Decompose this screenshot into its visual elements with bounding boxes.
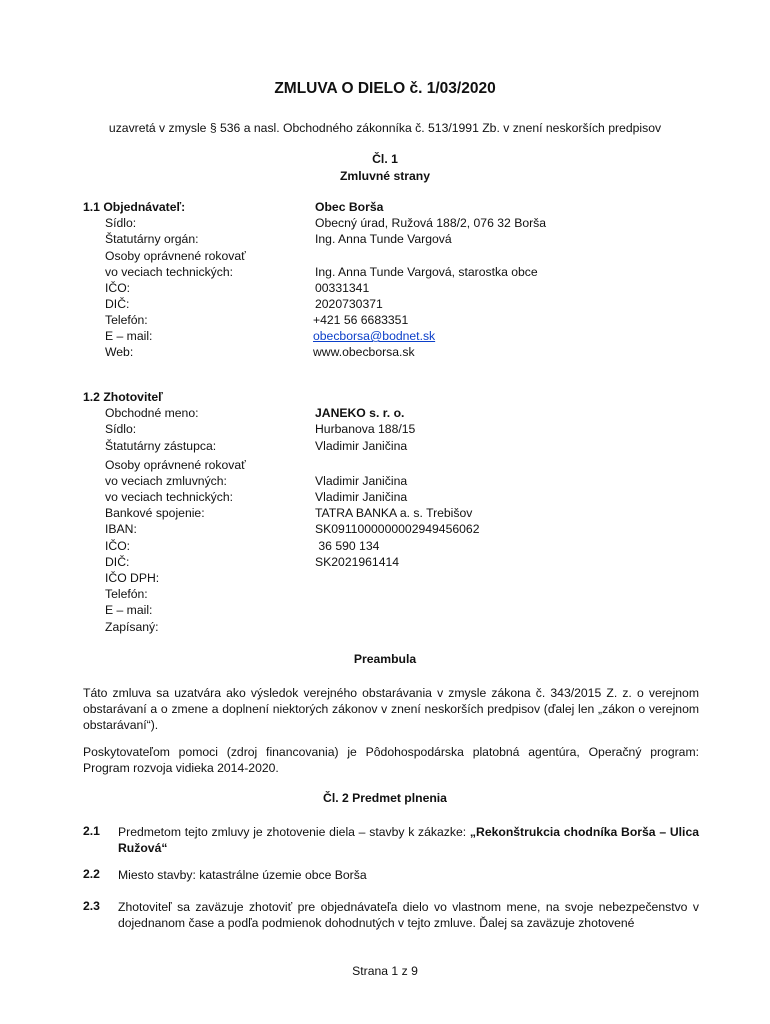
item-text-2-2: Miesto stavby: katastrálne územie obce Borša (118, 868, 367, 882)
party2-label-registered: Zapísaný: (105, 620, 159, 634)
party1-label-dic: DIČ: (105, 297, 130, 311)
party2-value-contractual: Vladimir Janičina (315, 474, 408, 488)
party1-value-web: www.obecborsa.sk (313, 345, 415, 359)
contract-subtitle: uzavretá v zmysle § 536 a nasl. Obchodného zákonníka č. 513/1991 Zb. v znení neskorších predpisov (108, 121, 662, 135)
party1-label-technical: vo veciach technických: (105, 265, 234, 279)
party1-value-phone: +421 56 6683351 (313, 313, 409, 327)
party1-label-statutory: Štatutárny orgán: (105, 232, 199, 246)
party2-label-phone: Telefón: (105, 587, 148, 601)
party1-value-seat: Obecný úrad, Ružová 188/2, 076 32 Borša (315, 216, 547, 230)
article1-title: Zmluvné strany (339, 169, 431, 183)
item-text-2-1-plain: Predmetom tejto zmluvy je zhotovenie diela – stavby k zákazke: (118, 825, 470, 839)
party2-value-seat: Hurbanova 188/15 (315, 422, 416, 436)
party1-label-seat: Sídlo: (105, 216, 137, 230)
party2-value-technical: Vladimir Janičina (315, 490, 408, 504)
party2-label-email: E – mail: (105, 603, 153, 617)
party2-value-ico: 36 590 134 (315, 539, 380, 553)
party2-label-company: Obchodné meno: (105, 406, 199, 420)
party2-label-statutory: Štatutárny zástupca: (105, 439, 217, 453)
party1-label-ico: IČO: (105, 281, 131, 295)
party1-heading: 1.1 Objednávateľ: (83, 200, 186, 214)
party2-value-statutory: Vladimir Janičina (315, 439, 408, 453)
party2-label-dic: DIČ: (105, 555, 130, 569)
party1-label-email: E – mail: (105, 329, 153, 343)
party2-heading: 1.2 Zhotoviteľ (83, 390, 163, 404)
party2-label-ico: IČO: (105, 539, 131, 553)
party1-value-ico: 00331341 (315, 281, 370, 295)
party1-name: Obec Borša (315, 200, 384, 214)
party2-value-bank: TATRA BANKA a. s. Trebišov (315, 506, 473, 520)
item-number-2-1: 2.1 (83, 824, 100, 838)
party1-label-phone: Telefón: (105, 313, 148, 327)
item-number-2-2: 2.2 (83, 867, 100, 881)
contract-title: ZMLUVA O DIELO č. 1/03/2020 (274, 80, 496, 97)
party2-label-contractual: vo veciach zmluvných: (105, 474, 227, 488)
party1-value-statutory: Ing. Anna Tunde Vargová (315, 232, 452, 246)
party2-value-company: JANEKO s. r. o. (315, 406, 405, 420)
item-text-2-3: Zhotoviteľ sa zaväzuje zhotoviť pre objednávateľa dielo vo vlastnom mene, na svoje nebezpečenstvo v dojednanom čase a podľa podmienok dohodnutých v tejto zmluve. Ďalej sa zaväzuje zhotovené (118, 900, 699, 930)
party1-label-web: Web: (105, 345, 134, 359)
party2-label-bank: Bankové spojenie: (105, 506, 205, 520)
party2-value-iban: SK0911000000002949456062 (315, 522, 480, 536)
party2-label-vat: IČO DPH: (105, 571, 160, 585)
preamble-paragraph-1: Táto zmluva sa uzatvára ako výsledok verejného obstarávania v zmysle zákona č. 343/2015 Z. z. o verejnom obstarávaní a o zmene a doplnení niektorých zákonov v znení neskorších predpisov (ďalej len „zákon o verejnom obstarávaní“). (83, 686, 699, 732)
party2-label-authorized: Osoby oprávnené rokovať (105, 458, 246, 472)
party1-label-authorized: Osoby oprávnené rokovať (105, 249, 246, 263)
page-footer: Strana 1 z 9 (352, 964, 418, 978)
preamble-paragraph-2: Poskytovateľom pomoci (zdroj financovania) je Pôdohospodárska platobná agentúra, Operačný program: Program rozvoja vidieka 2014-2020. (83, 745, 699, 775)
item-text-2-1 (118, 824, 699, 856)
project-name: „Rekonštrukcia chodníka Borša – Ulica Ružová“ (118, 825, 699, 855)
preamble-heading: Preambula (353, 652, 417, 666)
article1-number: Čl. 1 (372, 152, 398, 166)
party1-value-technical: Ing. Anna Tunde Vargová, starostka obce (315, 265, 538, 279)
item-number-2-3: 2.3 (83, 899, 100, 913)
party1-value-dic: 2020730371 (315, 297, 383, 311)
party2-value-dic: SK2021961414 (315, 555, 400, 569)
party2-label-seat: Sídlo: (105, 422, 137, 436)
party1-email-link[interactable]: obecborsa@bodnet.sk (313, 329, 436, 343)
party2-label-technical: vo veciach technických: (105, 490, 234, 504)
article2-heading: Čl. 2 Predmet plnenia (323, 791, 447, 805)
party2-label-iban: IBAN: (105, 522, 137, 536)
